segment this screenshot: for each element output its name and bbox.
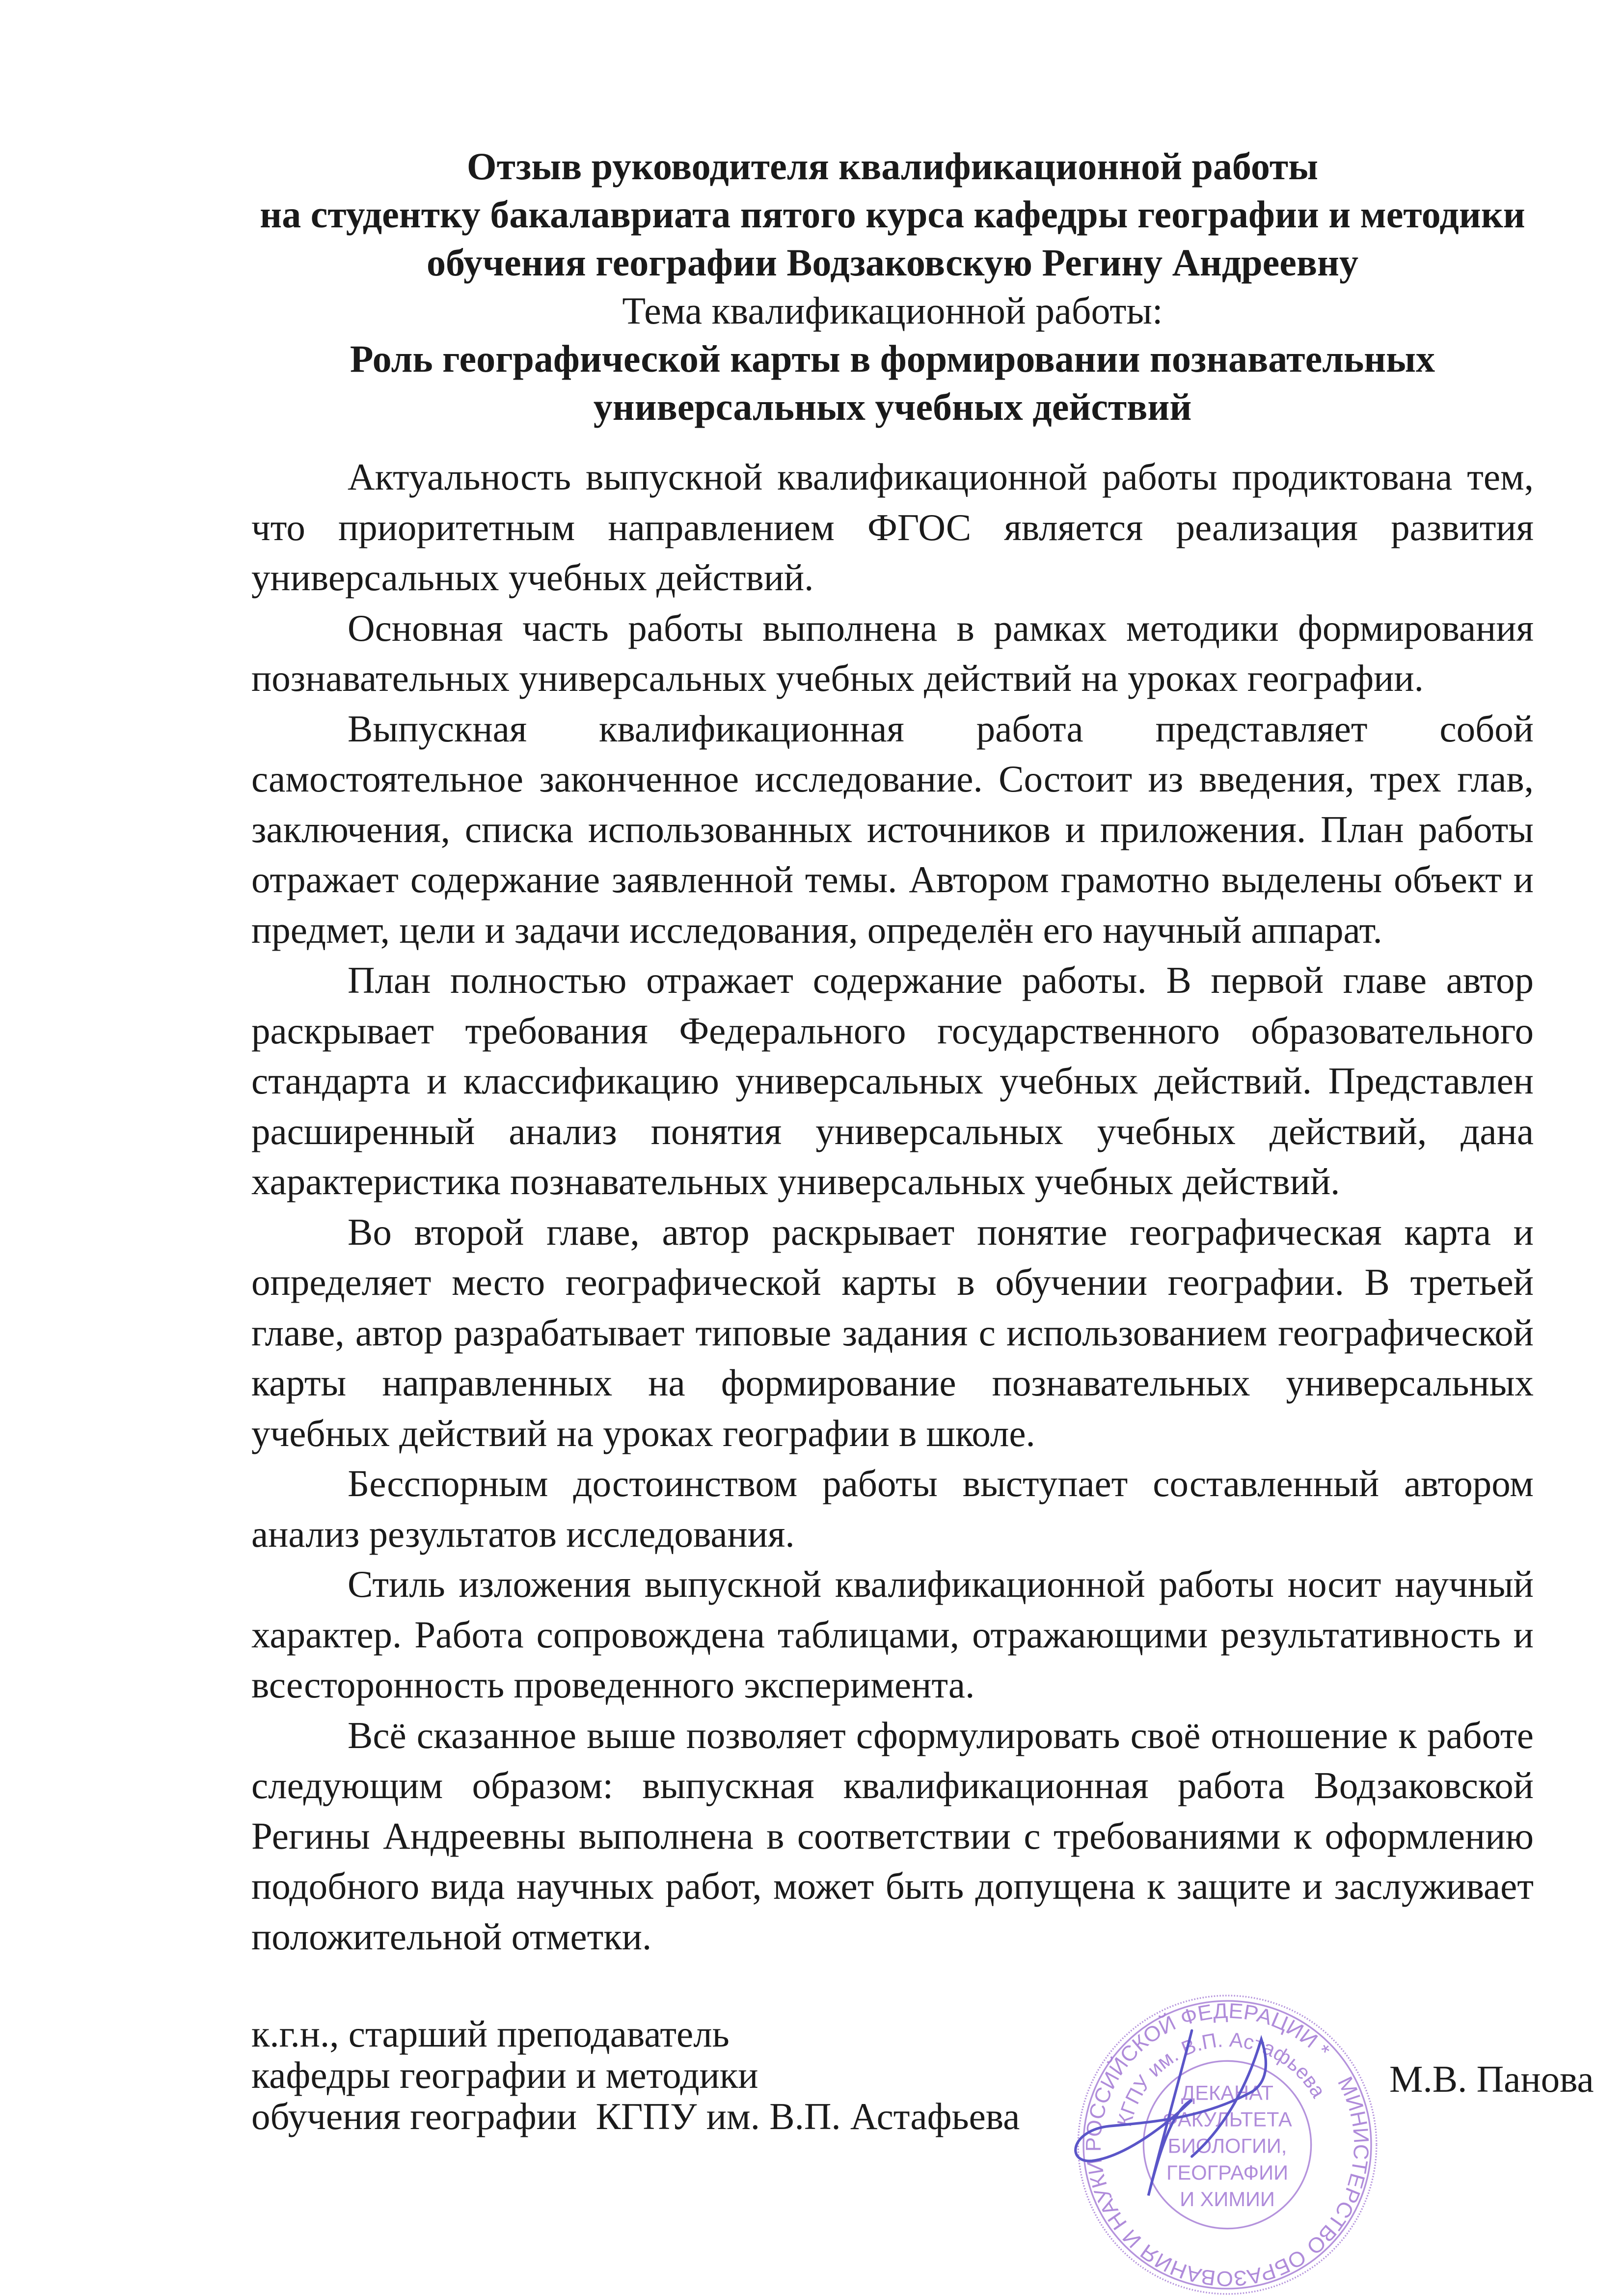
paragraph: Основная часть работы выполнена в рамках методики формирования познавательных универсальных учебных действий на уроках географии.: [251, 606, 1534, 699]
paragraph: Всё сказанное выше позволяет сформулировать своё отношение к работе следующим образом: выпускная квалификационная работа Водзаковской Регины Андреевны выполнена в соответствии с требованиями к оформлению подобного вида научных работ, может быть допущена к защите и заслуживает положительной отметки.: [251, 1714, 1534, 1958]
signature-block: [251, 2013, 1020, 2137]
stamp-outer-text: МИНИСТЕРСТВО ОБРАЗОВАНИЯ И НАУКИ РОССИЙСКОЙ ФЕДЕРАЦИИ *: [1082, 1999, 1373, 2291]
stamp-center-line: И ХИМИИ: [1180, 2187, 1275, 2211]
topic-line: Роль географической карты в формировании познавательных: [350, 337, 1435, 380]
paragraph: План полностью отражает содержание работы. В первой главе автор раскрывает требования Федерального государственного образовательного стандарта и классификацию универсальных учебных действий. Представлен расширенный анализ понятия универсальных учебных действий, дана характеристика познавательных универсальных учебных действий.: [251, 959, 1534, 1203]
stamp-center-line: ГЕОГРАФИИ: [1166, 2160, 1288, 2184]
document-header: [251, 142, 1534, 431]
document-body: [251, 452, 1534, 1962]
stamp-inner-text: КГПУ им. В.П. Астафьева: [1112, 2027, 1330, 2129]
topic-line: универсальных учебных действий: [593, 385, 1192, 428]
stamp-center-line: ФАКУЛЬТЕТА: [1163, 2107, 1292, 2131]
signature-line: к.г.н., старший преподаватель: [251, 2013, 730, 2055]
paragraph: Бесспорным достоинством работы выступает составленный автором анализ результатов исследования.: [251, 1462, 1534, 1555]
paragraph: Во второй главе, автор раскрывает понятие географическая карта и определяет место географической карты в обучении географии. В третьей главе, автор разрабатывает типовые задания с использованием географической карты направленных на формирование познавательных универсальных учебных действий на уроках географии в школе.: [251, 1210, 1534, 1454]
paragraph: Стиль изложения выпускной квалификационной работы носит научный характер. Работа сопровождена таблицами, отражающими результативность и всесторонность проведенного эксперимента.: [251, 1563, 1534, 1706]
signatory-name: М.В. Панова: [1389, 2058, 1594, 2100]
signature-line: кафедры географии и методики: [251, 2054, 758, 2096]
paragraph: Выпускная квалификационная работа представляет собой самостоятельное законченное исследование. Состоит из введения, трех глав, заключения, списка использованных источников и приложения. План работы отражает содержание заявленной темы. Автором грамотно выделены объект и предмет, цели и задачи исследования, определён его научный аппарат.: [251, 707, 1534, 951]
stamp-center-line: БИОЛОГИИ,: [1167, 2134, 1287, 2158]
signature-line: обучения географии КГПУ им. В.П. Астафьева: [251, 2095, 1020, 2137]
handwritten-signature: [1060, 2013, 1306, 2239]
title-line: Отзыв руководителя квалификационной работы: [466, 145, 1319, 188]
stamp-center-line: ДЕКАНАТ: [1181, 2081, 1273, 2105]
title-line: на студентку бакалавриата пятого курса кафедры географии и методики: [260, 193, 1525, 236]
paragraph: Актуальность выпускной квалификационной работы продиктована тем, что приоритетным направлением ФГОС является реализация развития универсальных учебных действий.: [251, 456, 1534, 599]
topic-label: Тема квалификационной работы:: [622, 289, 1163, 332]
title-line: обучения географии Водзаковскую Регину Андреевну: [427, 241, 1358, 284]
